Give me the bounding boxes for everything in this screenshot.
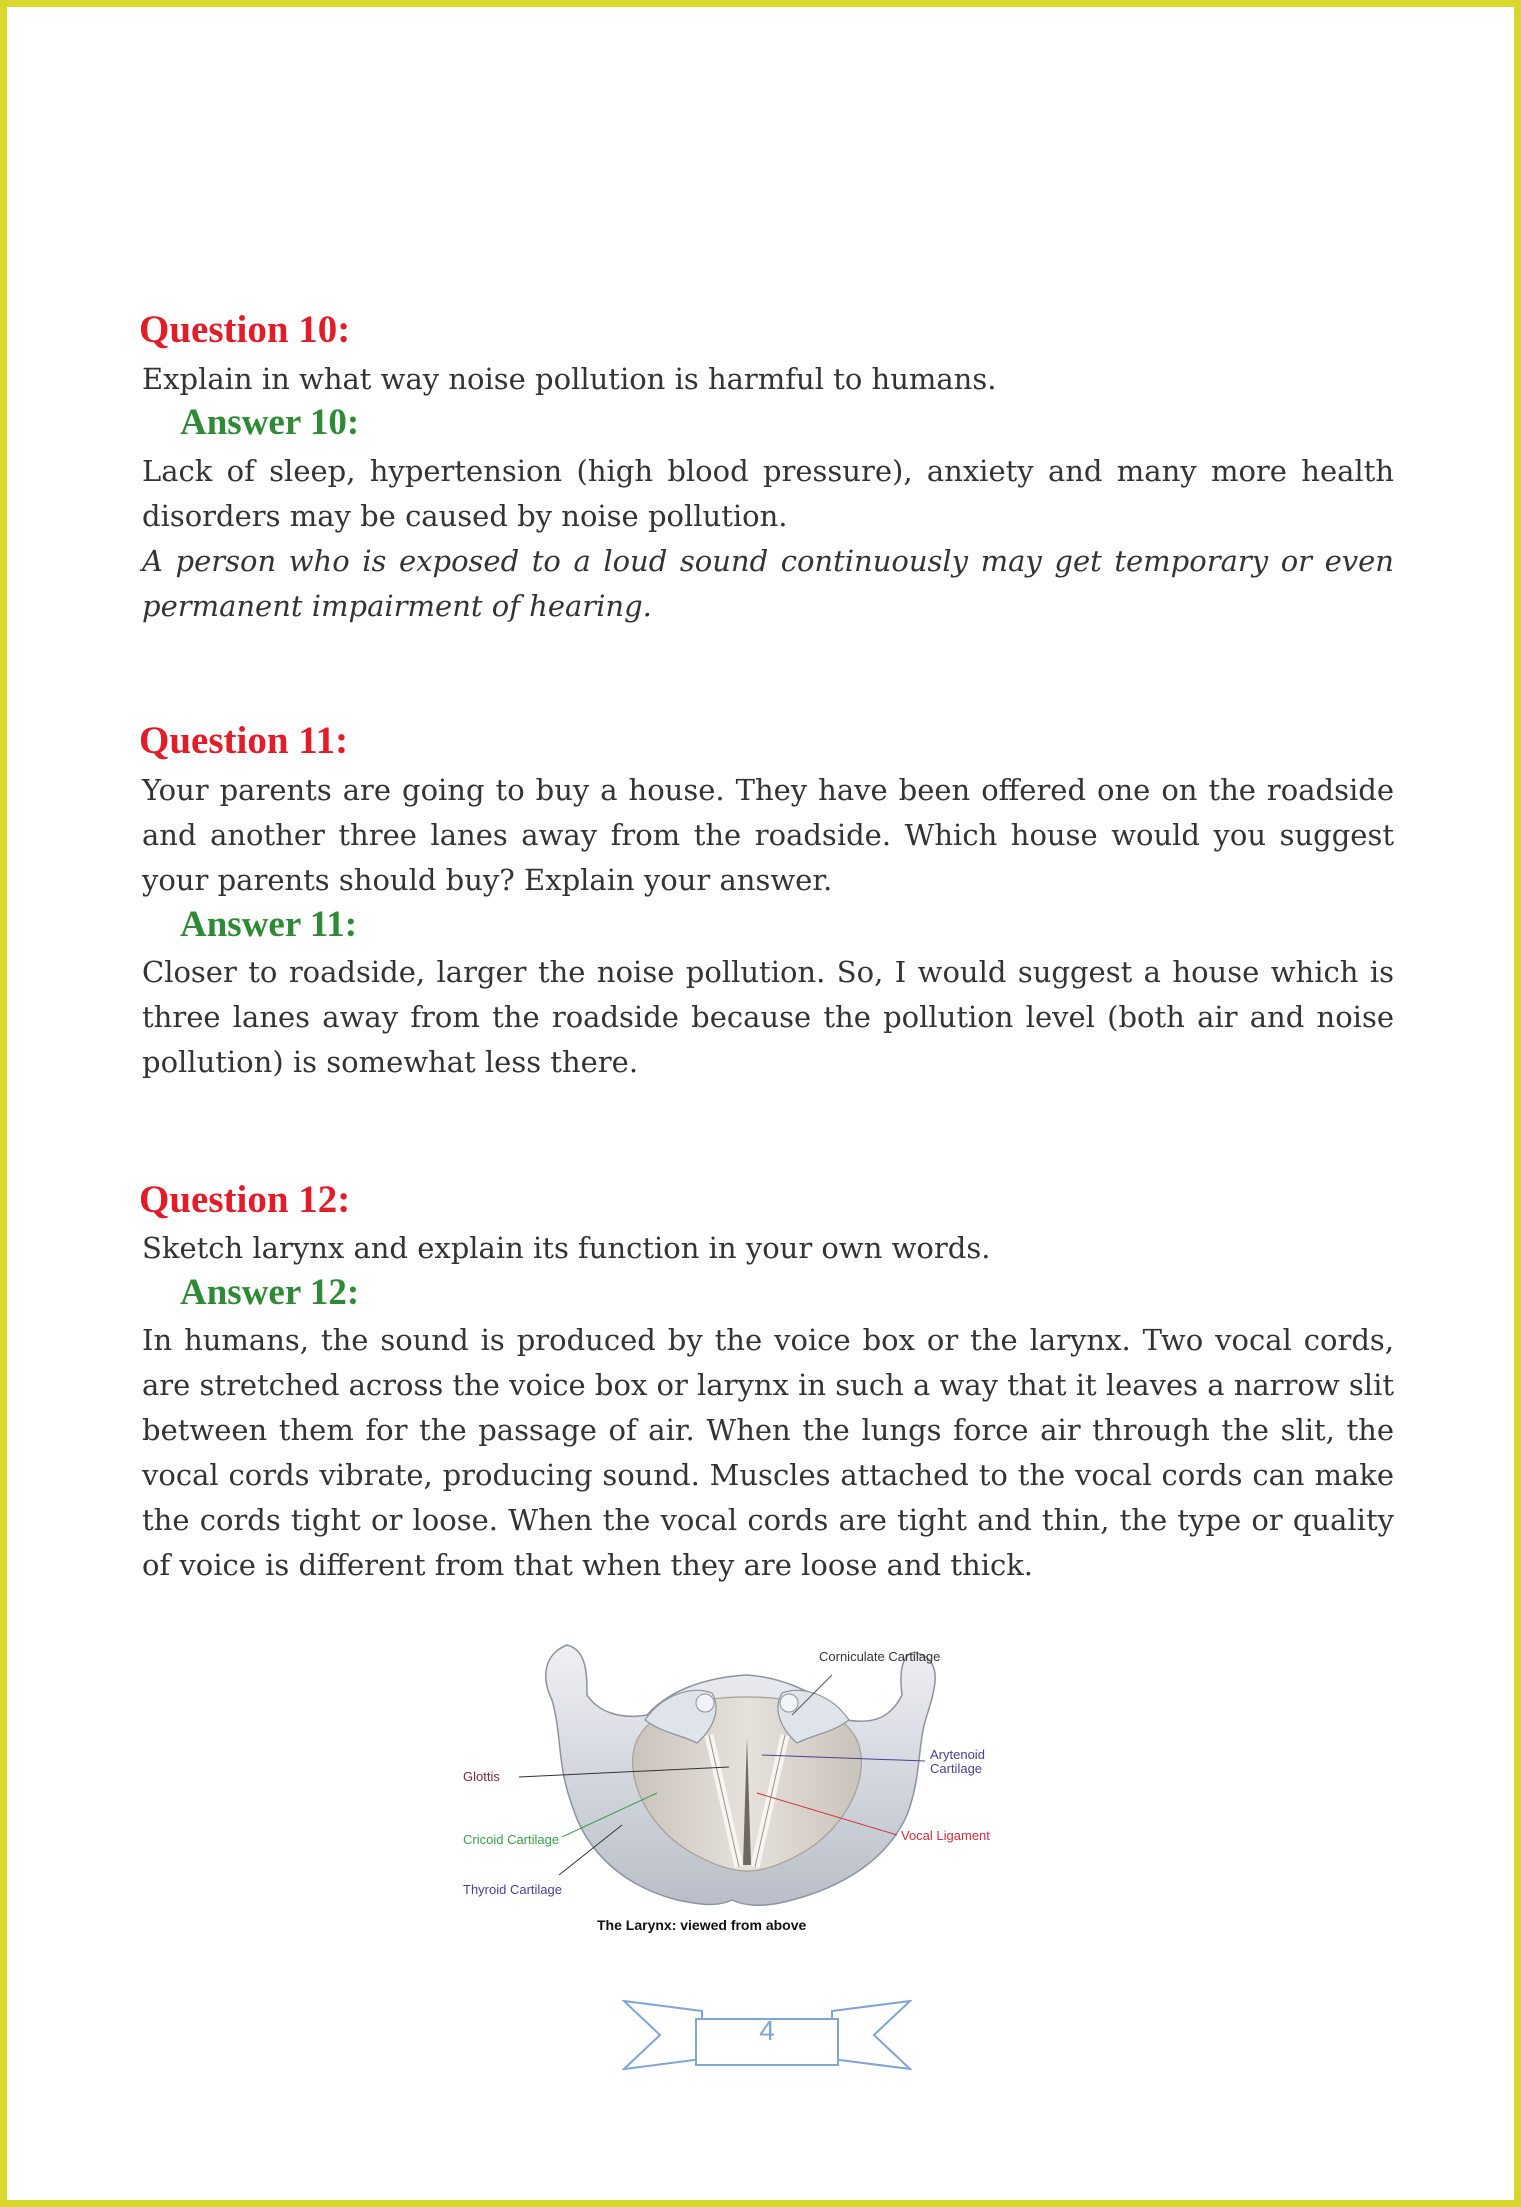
answer-10-paragraph-2: A person who is exposed to a loud sound continuously may get temporary or even permanent impairment of hearing. (142, 544, 1394, 623)
question-11-text: Your parents are going to buy a house. They have been offered one on the roadside and another three lanes away from the roadside. Which house would you suggest your parents should buy? Explain your answer. (142, 773, 1394, 897)
question-12-title: Question 12: (139, 1178, 351, 1221)
label-vocal-ligament: Vocal Ligament (901, 1828, 990, 1843)
answer-11-paragraph-1: Closer to roadside, larger the noise pollution. So, I would suggest a house which is three lanes away from the roadside because the pollution level (both air and noise pollution) is somewhat less there. (142, 955, 1394, 1079)
page-number: 4 (759, 2015, 775, 2046)
label-thyroid-cartilage: Thyroid Cartilage (463, 1882, 562, 1897)
figure-caption: The Larynx: viewed from above (597, 1917, 807, 1933)
answer-10-paragraph-1: Lack of sleep, hypertension (high blood pressure), anxiety and many more health disorders may be caused by noise pollution. (142, 454, 1394, 533)
answer-12-paragraph-1: In humans, the sound is produced by the voice box or the larynx. Two vocal cords, are stretched across the voice box or larynx in such a way that it leaves a narrow slit between them for the passage of air. When the lungs force air through the slit, the vocal cords vibrate, producing sound. Muscles attached to the vocal cords can make the cords tight or loose. When the vocal cords are tight and thin, the type or quality of voice is different from that when they are loose and thick. (142, 1323, 1394, 1582)
larynx-illustration (447, 1625, 1067, 1945)
question-10-title: Question 10: (139, 308, 351, 351)
label-cricoid-cartilage: Cricoid Cartilage (463, 1832, 560, 1847)
question-12-text: Sketch larynx and explain its function in your own words. (142, 1231, 991, 1265)
question-10-text: Explain in what way noise pollution is harmful to humans. (142, 362, 997, 396)
page-number-badge (622, 1997, 912, 2077)
answer-11-title: Answer 11: (180, 904, 358, 945)
larynx-figure (447, 1625, 1067, 1945)
label-arytenoid-line-2: Cartilage (930, 1761, 983, 1776)
label-arytenoid-line-1: Arytenoid (930, 1747, 985, 1762)
answer-12-title: Answer 12: (180, 1272, 360, 1313)
label-glottis: Glottis (463, 1769, 500, 1784)
label-corniculate-cartilage: Corniculate Cartilage (819, 1649, 941, 1664)
answer-10-title: Answer 10: (180, 402, 360, 443)
question-11-title: Question 11: (139, 719, 349, 762)
